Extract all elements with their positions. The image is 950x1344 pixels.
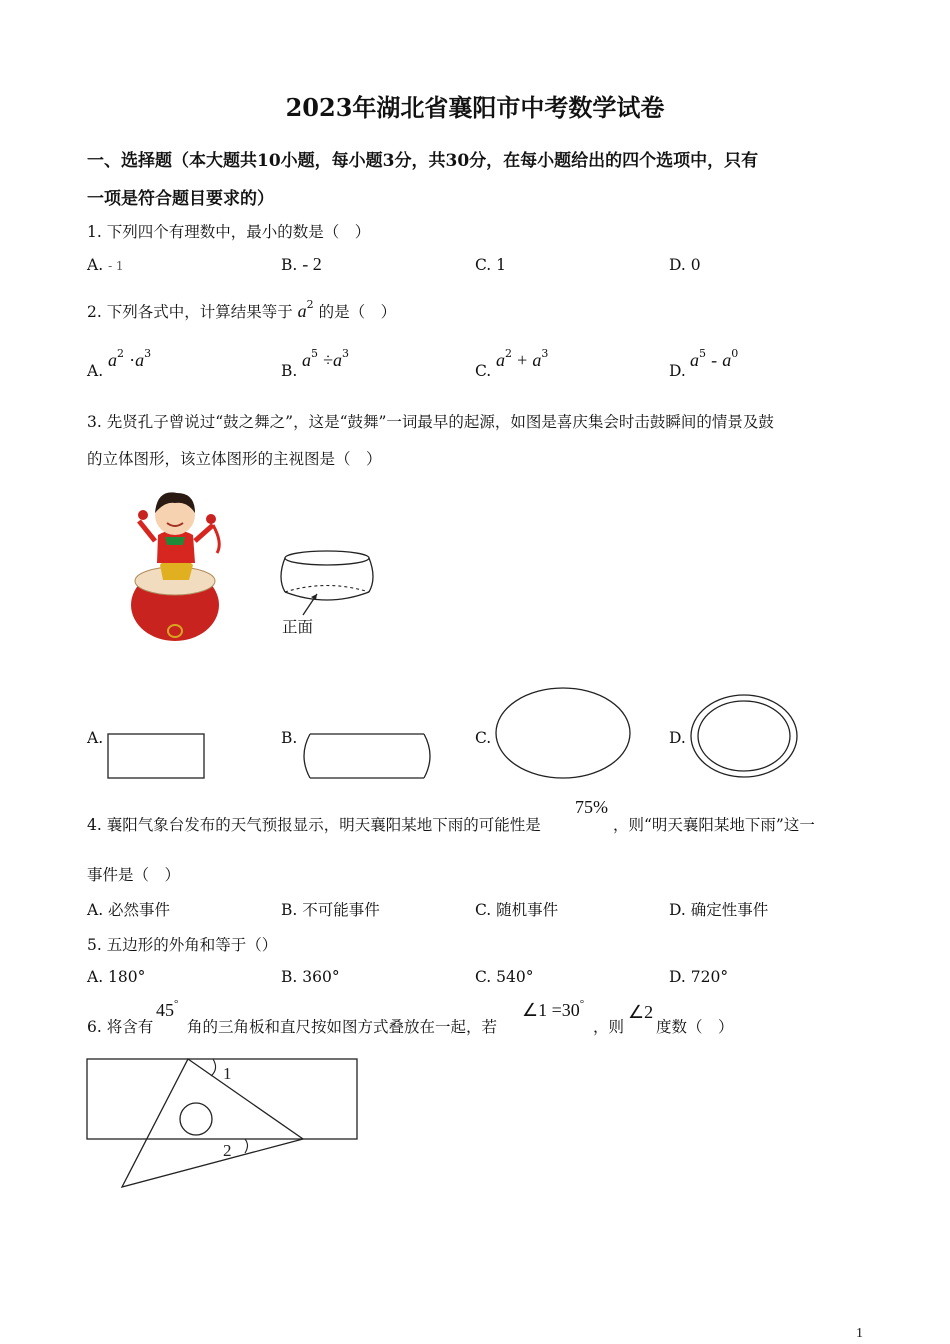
expr-exp: 3 <box>341 347 349 360</box>
q2-option-b-expr <box>302 347 349 371</box>
q1-option-a-label: A. <box>87 256 104 274</box>
q2-stem <box>87 300 396 322</box>
q4-option-c: C. 随机事件 <box>475 901 559 919</box>
q4-option-b: B. 不可能事件 <box>281 901 380 919</box>
q5-option-b: B. 360° <box>281 968 340 986</box>
rectangle-shape <box>108 734 204 778</box>
drum-left-side <box>281 558 285 592</box>
q2-option-b-label: B. <box>281 362 298 380</box>
q1-option-a <box>87 256 124 274</box>
drum-bottom-hidden <box>285 586 369 593</box>
drummer-illustration <box>125 485 230 645</box>
expr-op: + <box>517 350 528 370</box>
expr-base: a <box>532 350 542 370</box>
q3-option-c-ellipse <box>495 687 635 781</box>
expr-base: a <box>690 350 699 370</box>
q6-condition-deg: ° <box>579 998 585 1010</box>
q5-stem: 5. 五边形的外角和等于（） <box>87 936 278 954</box>
barrel-left <box>304 734 310 778</box>
triangle-set-square <box>122 1059 303 1187</box>
expr-base: a <box>496 350 505 370</box>
q4-percent: 75% <box>575 797 608 817</box>
q2-stem-var: a <box>297 301 307 321</box>
q3-option-a-label: A. <box>87 729 104 747</box>
q5-option-a: A. 180° <box>87 968 146 986</box>
expr-exp: 3 <box>144 347 152 360</box>
ribbon <box>213 525 219 553</box>
drum-3d-figure <box>275 545 385 615</box>
q6-angle-value: 45 <box>156 1000 174 1020</box>
q6-condition-text: ∠1 =30 <box>522 1000 580 1020</box>
expr-exp: 0 <box>731 347 739 360</box>
q4-option-a: A. 必然事件 <box>87 901 171 919</box>
expr-exp: 5 <box>699 347 706 360</box>
q4-stem-line2: 事件是（ ） <box>87 866 181 884</box>
q2-option-c-expr <box>496 347 549 371</box>
expr-base: a <box>332 350 342 370</box>
angle1-label: 1 <box>223 1064 232 1083</box>
q6-ruler-triangle-figure <box>85 1057 360 1192</box>
q6-stem-mid: 角的三角板和直尺按如图方式叠放在一起，若 <box>187 1018 498 1036</box>
front-label: 正面 <box>282 618 314 636</box>
q4-option-d: D. 确定性事件 <box>669 901 769 919</box>
expr-base: a <box>302 350 311 370</box>
expr-exp: 2 <box>505 347 512 360</box>
q3-option-c-label: C. <box>475 729 492 747</box>
q2-option-d-label: D. <box>669 362 686 380</box>
expr-base: a <box>722 350 732 370</box>
q6-stem-post: 度数（ ） <box>656 1018 734 1036</box>
q1-option-b <box>281 254 322 275</box>
q6-ask-angle: ∠2 <box>628 1002 654 1022</box>
q3-option-d-label: D. <box>669 729 686 747</box>
angle2-label: 2 <box>223 1141 232 1160</box>
q3-option-b-label: B. <box>281 729 298 747</box>
q2-option-a-expr <box>108 347 152 371</box>
q2-option-d-expr <box>690 347 739 371</box>
section-heading-line1: 一、选择题（本大题共10小题，每小题3分，共30分，在每小题给出的四个选项中，只有 <box>87 151 759 171</box>
drumstick-left <box>138 510 148 520</box>
section-heading-line2: 一项是符合题目要求的） <box>87 189 274 209</box>
outer-ellipse <box>691 695 797 777</box>
q6-stem-pre: 6. 将含有 <box>87 1018 154 1036</box>
q1-option-b-label: B. <box>281 256 298 274</box>
drumstick-right <box>206 514 216 524</box>
expr-op: ÷ <box>323 350 333 370</box>
inner-ellipse <box>698 701 790 771</box>
q1-option-c: C. 1 <box>475 256 507 274</box>
q3-option-b-barrel <box>300 733 436 781</box>
q2-stem-exp: 2 <box>306 298 314 311</box>
angle2-arc <box>245 1139 248 1153</box>
barrel-right <box>424 734 430 778</box>
q1-option-a-value: - 1 <box>108 259 124 273</box>
q3-option-a-rectangle <box>107 733 207 781</box>
q4-stem-line1-pre: 4. 襄阳气象台发布的天气预报显示，明天襄阳某地下雨的可能性是 <box>87 816 541 834</box>
q3-option-d-double-ellipse <box>690 694 800 780</box>
expr-base: a <box>108 350 117 370</box>
exam-title: 2023年湖北省襄阳市中考数学试卷 <box>285 93 665 122</box>
q2-stem-pre: 2. 下列各式中，计算结果等于 <box>87 303 293 321</box>
q1-option-d: D. 0 <box>669 256 701 274</box>
kid-arm-left <box>139 521 155 541</box>
ruler-rectangle <box>87 1059 357 1139</box>
q6-condition <box>522 1000 584 1021</box>
drum-bottom-front <box>285 592 369 600</box>
q2-option-a-label: A. <box>87 362 104 380</box>
q1-option-b-value: - 2 <box>302 254 322 274</box>
drum-right-side <box>369 558 373 592</box>
expr-exp: 5 <box>311 347 318 360</box>
drum-top-ellipse <box>285 551 369 565</box>
expr-base: a <box>135 350 145 370</box>
q6-angle <box>156 1000 178 1021</box>
triangle-hole <box>180 1103 212 1135</box>
angle1-arc <box>211 1059 216 1076</box>
page-number: 1 <box>856 1326 863 1341</box>
q1-stem: 1. 下列四个有理数中，最小的数是（ ） <box>87 223 371 241</box>
q5-option-d: D. 720° <box>669 968 729 986</box>
kid-collar <box>165 537 185 545</box>
q6-angle-deg: ° <box>174 998 179 1010</box>
expr-op: - <box>711 350 718 370</box>
kid-arm-right <box>195 525 213 541</box>
q4-stem-line1-post: ，则“明天襄阳某地下雨”这一 <box>613 816 815 834</box>
q2-stem-post: 的是（ ） <box>318 303 397 321</box>
expr-exp: 2 <box>117 347 124 360</box>
q6-stem-comma: ，则 <box>593 1018 625 1036</box>
q2-option-c-label: C. <box>475 362 492 380</box>
q5-option-c: C. 540° <box>475 968 534 986</box>
q3-stem-line1: 3. 先贤孔子曾说过“鼓之舞之”，这是“鼓舞”一词最早的起源，如图是喜庆集会时击鼓瞬间的情景及鼓 <box>87 413 774 431</box>
q3-stem-line2: 的立体图形，该立体图形的主视图是（ ） <box>87 450 382 468</box>
expr-exp: 3 <box>541 347 549 360</box>
expr-op: · <box>129 350 136 370</box>
ellipse-shape <box>496 688 630 778</box>
